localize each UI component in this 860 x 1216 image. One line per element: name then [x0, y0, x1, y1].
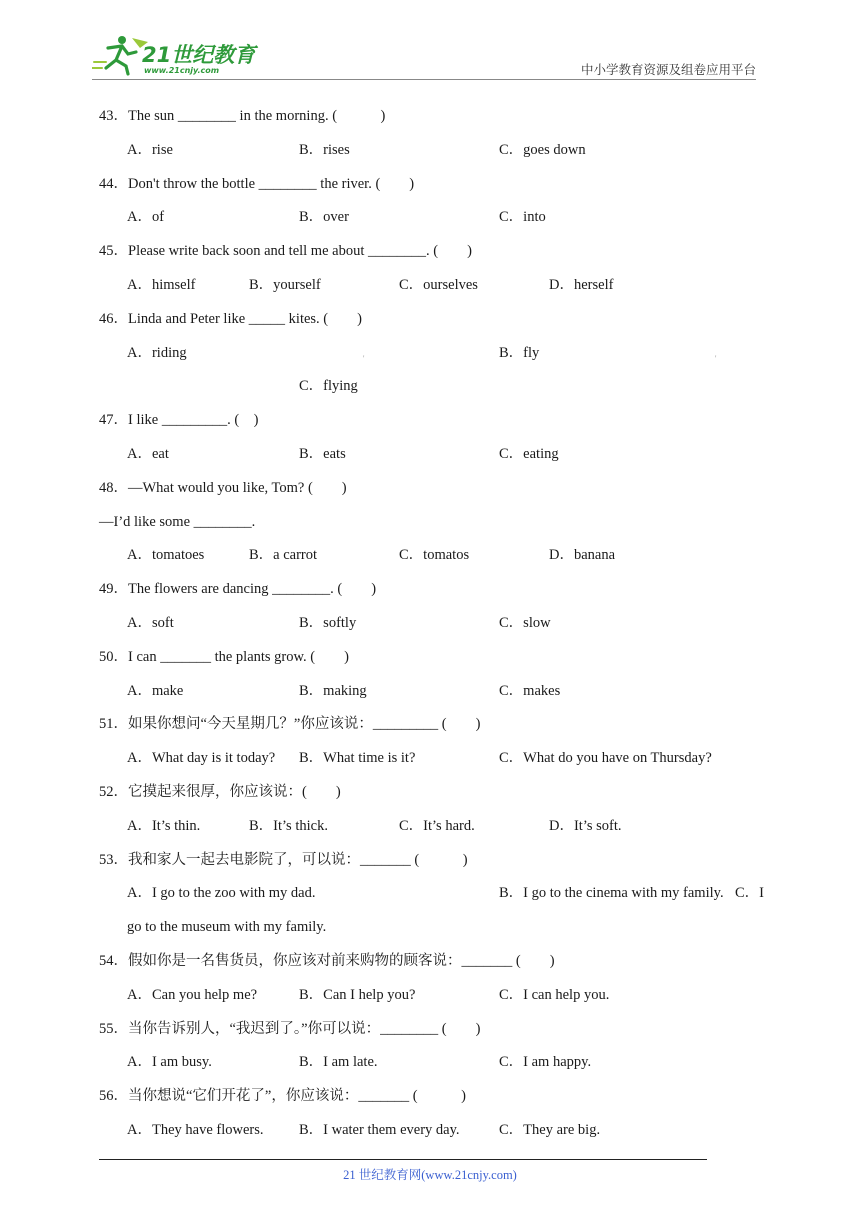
option-a[interactable]: A．tomatoes: [127, 547, 205, 564]
option-c[interactable]: C．makes: [499, 682, 561, 699]
option-c[interactable]: C．It’s hard.: [399, 817, 475, 834]
option-c[interactable]: C．They are big.: [499, 1121, 601, 1138]
option-c[interactable]: C．flying: [299, 378, 358, 395]
question-50-options: [99, 678, 779, 712]
question-43-options: [99, 137, 779, 171]
option-c-continued[interactable]: go to the museum with my family.: [127, 919, 327, 936]
question-54-options: [99, 982, 779, 1016]
option-a[interactable]: A．of: [127, 209, 165, 226]
option-b[interactable]: B．fly: [499, 344, 540, 361]
question-51-options: [99, 745, 779, 779]
option-a[interactable]: A．I am busy.: [127, 1054, 212, 1071]
stray-mark: ': [363, 353, 365, 363]
logo-url: www.21cnjy.com: [144, 66, 220, 75]
question-48-options: [99, 542, 779, 576]
question-45-stem: 45．Please write back soon and tell me about ________. ( ): [99, 243, 472, 260]
question-46-options: [99, 340, 779, 374]
option-d[interactable]: D．It’s soft.: [549, 817, 622, 834]
option-a[interactable]: A．I go to the zoo with my dad.: [127, 885, 316, 902]
question-56-options: [99, 1117, 779, 1151]
question-49-options: [99, 610, 779, 644]
question-55-stem: 55．当你告诉别人，“我迟到了。”你可以说：________ ( ): [99, 1020, 481, 1037]
option-b[interactable]: B．I go to the cinema with my family.: [499, 885, 724, 902]
option-b[interactable]: B．yourself: [249, 276, 321, 293]
option-c[interactable]: C．eating: [499, 445, 559, 462]
question-47-stem: 47．I like _________. ( ): [99, 412, 259, 429]
question-45-options: [99, 272, 779, 306]
question-48-stem-line2: —I’d like some ________.: [99, 513, 256, 530]
question-53-options: [99, 880, 779, 914]
question-43-stem: 43．The sun ________ in the morning. ( ): [99, 108, 386, 124]
option-c-label[interactable]: C．I: [735, 885, 764, 902]
question-53-options-wrap: [99, 914, 779, 948]
header-divider: [92, 79, 756, 80]
option-d[interactable]: D．herself: [549, 276, 614, 293]
option-b[interactable]: B．Can I help you?: [299, 986, 416, 1003]
footer-divider: [99, 1159, 707, 1160]
logo-text: 21世纪教育: [142, 43, 256, 67]
question-44-options: [99, 204, 779, 238]
option-b[interactable]: B．What time is it?: [299, 750, 416, 767]
question-list: [99, 103, 779, 1151]
question-48-stem: 48．—What would you like, Tom? ( ): [99, 479, 347, 496]
option-a[interactable]: A．rise: [127, 141, 173, 158]
option-c[interactable]: C．into: [499, 209, 546, 226]
option-d[interactable]: D．banana: [549, 547, 616, 564]
question-52-options: [99, 813, 779, 847]
stray-mark: ': [715, 353, 717, 363]
logo: [92, 32, 262, 78]
option-c[interactable]: C．What do you have on Thursday?: [499, 750, 712, 767]
option-b[interactable]: B．over: [299, 209, 349, 226]
option-a[interactable]: A．eat: [127, 445, 169, 462]
option-a[interactable]: A．riding: [127, 344, 187, 361]
question-56-stem: 56．当你想说“它们开花了”，你应该说：_______ ( ): [99, 1088, 466, 1105]
option-a[interactable]: A．himself: [127, 276, 196, 293]
option-b[interactable]: B．making: [299, 682, 367, 699]
header-platform-title: 中小学教育资源及组卷应用平台: [580, 62, 756, 77]
question-52-stem: 52．它摸起来很厚，你应该说：( ): [99, 783, 341, 800]
question-46-options-row2: [99, 373, 779, 407]
option-a[interactable]: A．They have flowers.: [127, 1121, 264, 1138]
option-c[interactable]: C．I am happy.: [499, 1054, 592, 1071]
question-55-options: [99, 1049, 779, 1083]
option-c[interactable]: C．tomatos: [399, 547, 470, 564]
option-c[interactable]: C．I can help you.: [499, 986, 610, 1003]
question-53-stem: 53．我和家人一起去电影院了，可以说：_______ ( ): [99, 851, 468, 868]
option-b[interactable]: B．a carrot: [249, 547, 318, 564]
runner-icon: [92, 36, 148, 74]
option-b[interactable]: B．I water them every day.: [299, 1121, 460, 1138]
footer-link[interactable]: 21 世纪教育网(www.21cnjy.com): [343, 1168, 517, 1182]
option-c[interactable]: C．ourselves: [399, 276, 478, 293]
option-b[interactable]: B．I am late.: [299, 1054, 378, 1071]
option-a[interactable]: A．make: [127, 682, 184, 699]
option-a[interactable]: A．soft: [127, 614, 174, 631]
option-a[interactable]: A．It’s thin.: [127, 817, 201, 834]
option-b[interactable]: B．It’s thick.: [249, 817, 328, 834]
option-a[interactable]: A．What day is it today?: [127, 750, 276, 767]
option-c[interactable]: C．slow: [499, 614, 551, 631]
option-b[interactable]: B．softly: [299, 614, 357, 631]
option-a[interactable]: A．Can you help me?: [127, 986, 258, 1003]
question-46-stem: 46．Linda and Peter like _____ kites. ( ): [99, 310, 362, 327]
page-header: [0, 0, 860, 80]
question-49-stem: 49．The flowers are dancing ________. ( ): [99, 581, 377, 598]
option-c[interactable]: C．goes down: [499, 141, 586, 158]
question-47-options: [99, 441, 779, 475]
option-b[interactable]: B．eats: [299, 445, 346, 462]
question-44-stem: 44．Don't throw the bottle ________ the river. ( ): [99, 175, 415, 192]
question-50-stem: 50．I can _______ the plants grow. ( ): [99, 648, 349, 665]
question-51-stem: 51．如果你想问“今天星期几？”你应该说：_________ ( ): [99, 716, 481, 733]
question-54-stem: 54．假如你是一名售货员，你应该对前来购物的顾客说：_______ ( ): [99, 952, 555, 969]
option-b[interactable]: B．rises: [299, 141, 350, 158]
